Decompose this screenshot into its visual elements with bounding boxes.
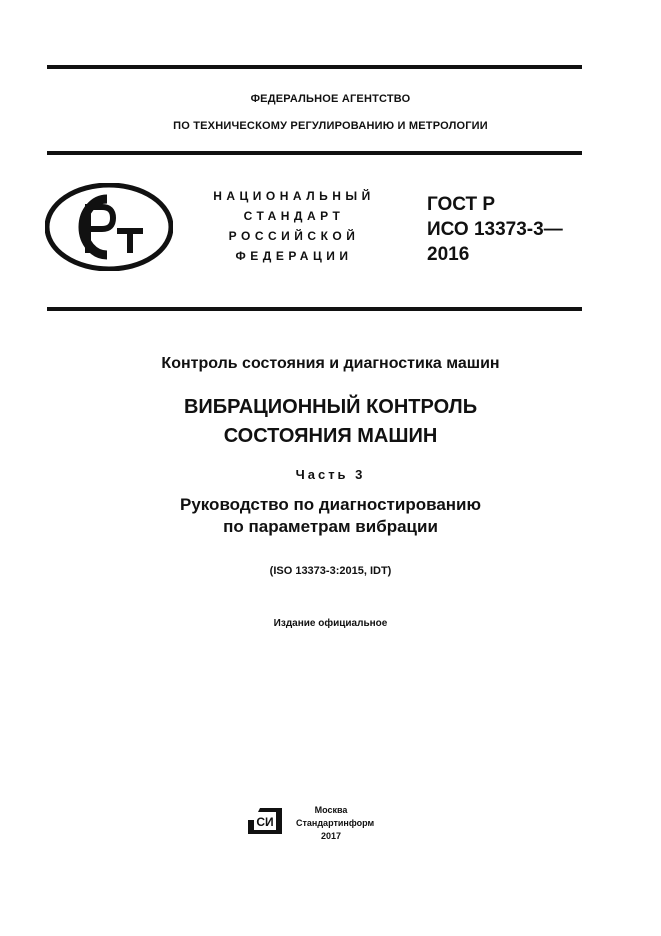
part-title xyxy=(0,494,661,538)
publisher-logo-letters: СИ xyxy=(256,815,274,829)
top-rule xyxy=(47,65,582,69)
title-line: ВИБРАЦИОННЫЙ КОНТРОЛЬ xyxy=(183,396,478,418)
section-divider xyxy=(47,307,582,311)
part-title-line: по параметрам вибрации xyxy=(223,517,438,536)
standard-designation xyxy=(427,192,563,267)
document-title xyxy=(0,393,661,451)
part-title-line: Руководство по диагностированию xyxy=(179,495,482,514)
designation-line: ИСО 13373-3— xyxy=(427,219,563,240)
designation-line: ГОСТ Р xyxy=(427,194,496,215)
national-line: ФЕДЕРАЦИИ xyxy=(235,249,353,263)
iso-reference: (ISO 13373-3:2015, IDT) xyxy=(269,565,392,577)
agency-line-2: ПО ТЕХНИЧЕСКОМУ РЕГУЛИРОВАНИЮ И МЕТРОЛОГИИ xyxy=(173,120,488,132)
publisher-year: 2017 xyxy=(320,831,342,841)
national-line: СТАНДАРТ xyxy=(243,209,345,223)
agency-line-1: ФЕДЕРАЛЬНОЕ АГЕНТСТВО xyxy=(250,93,411,105)
designation-line: 2016 xyxy=(427,244,470,265)
title-line: СОСТОЯНИЯ МАШИН xyxy=(223,425,438,447)
national-line: РОССИЙСКОЙ xyxy=(228,229,360,243)
part-number: Часть 3 xyxy=(295,467,366,482)
publisher-city: Москва xyxy=(314,805,348,815)
national-line: НАЦИОНАЛЬНЫЙ xyxy=(213,189,375,203)
publisher-name: Стандартинформ xyxy=(296,818,375,828)
header-divider xyxy=(47,151,582,155)
standartinform-logo-icon xyxy=(246,806,284,841)
national-standard-label xyxy=(196,186,392,266)
edition-label: Издание официальное xyxy=(273,618,388,629)
emblem-letters: РСТ xyxy=(45,183,47,184)
publisher-block xyxy=(296,804,375,843)
gost-r-emblem-icon xyxy=(45,183,173,276)
document-subtitle: Контроль состояния и диагностика машин xyxy=(161,355,500,372)
